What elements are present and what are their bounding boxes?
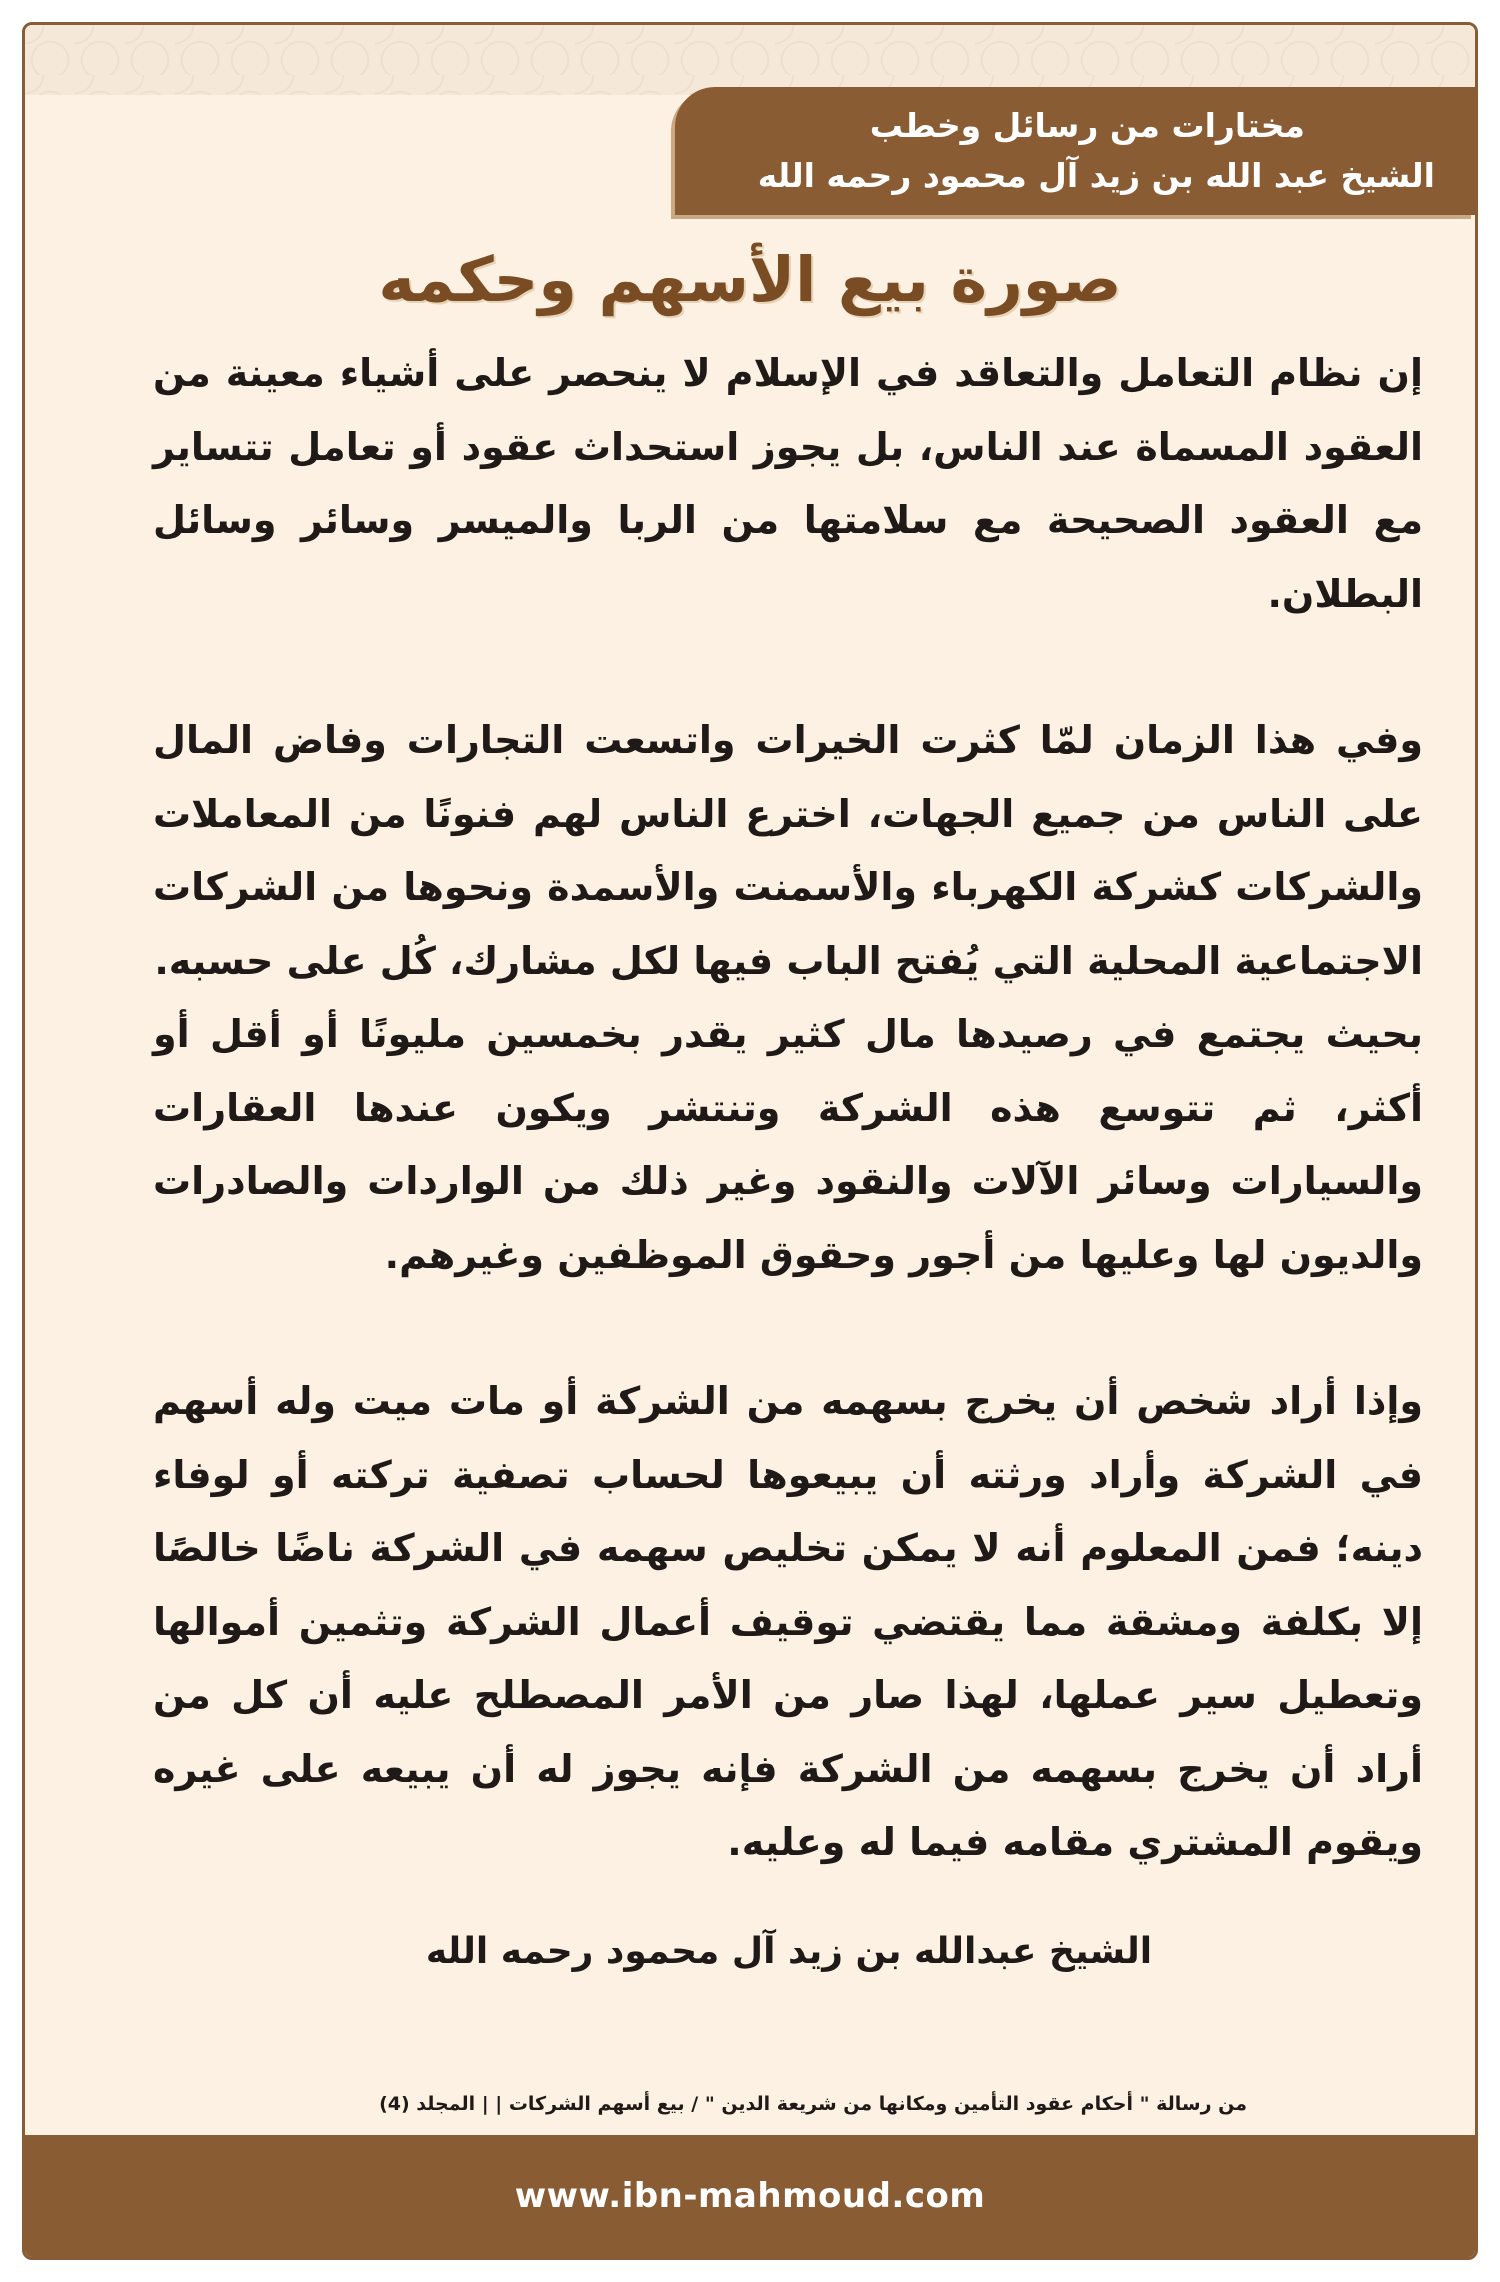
footer-bar (25, 2135, 1475, 2257)
source-citation: من رسالة " أحكام عقود التأمين ومكانها من شريعة الدين " / بيع أسهم الشركات | | المجلد (4) (379, 2093, 1247, 2115)
paragraph-4: وإذا أراد شخص أن يخرج بسهمه من الشركة أو مات ميت وله أسهم في الشركة وأراد ورثته أن يبيعوها لحساب تصفية تركته أو لوفاء دينه؛ فمن المعلوم أنه لا يمكن تخليص سهمه في الشركة ناضًا خالصًا إلا بكلفة ومشقة مما يقتضي توقيف أعمال الشركة وتثمين أموالها وتعطيل سير عملها، لهذا صار من الأمر المصطلح عليه أن كل من أراد أن يخرج بسهمه من الشركة فإنه يجوز له أن يبيعه على غيره ويقوم المشتري مقامه فيما له وعليه. (153, 1379, 1423, 1864)
decorative-pattern-strip (25, 25, 1475, 95)
article-body (153, 337, 1423, 1880)
header-author: الشيخ عبد الله بن زيد آل محمود رحمه الله (757, 156, 1435, 195)
paragraph-gap (153, 1292, 1423, 1365)
page-frame (22, 22, 1478, 2260)
article-title: صورة بيع الأسهم وحكمه (378, 243, 1122, 316)
paragraph-3: بحيث يجتمع في رصيدها مال كثير يقدر بخمسين مليونًا أو أقل أو أكثر، ثم تتوسع هذه الشركة وتنتشر ويكون عندها العقارات والسيارات وسائر الآلات والنقود وغير ذلك من الواردات والصادرات والديون لها وعليها من أجور وحقوق الموظفين وغيرهم. (153, 1012, 1423, 1277)
paragraph-gap (153, 631, 1423, 704)
header-banner (675, 87, 1475, 215)
paragraph-2: وفي هذا الزمان لمّا كثرت الخيرات واتسعت التجارات وفاض المال على الناس من جميع الجهات، اخترع الناس لهم فنونًا من المعاملات والشركات كشركة الكهرباء والأسمنت والأسمدة ونحوها من الشركات الاجتماعية المحلية التي يُفتح الباب فيها لكل مشارك، كُل على حسبه. (153, 718, 1423, 983)
author-signature: الشيخ عبدالله بن زيد آل محمود رحمه الله (425, 1931, 1153, 1972)
header-series-title: مختارات من رسائل وخطب (869, 106, 1305, 145)
paragraph-1: إن نظام التعامل والتعاقد في الإسلام لا ينحصر على أشياء معينة من العقود المسماة عند الناس، بل يجوز استحداث عقود أو تعامل تتساير مع العقود الصحيحة مع سلامتها من الربا والميسر وسائر وسائل البطلان. (153, 351, 1423, 616)
website-link[interactable]: www.ibn-mahmoud.com (514, 2176, 986, 2216)
